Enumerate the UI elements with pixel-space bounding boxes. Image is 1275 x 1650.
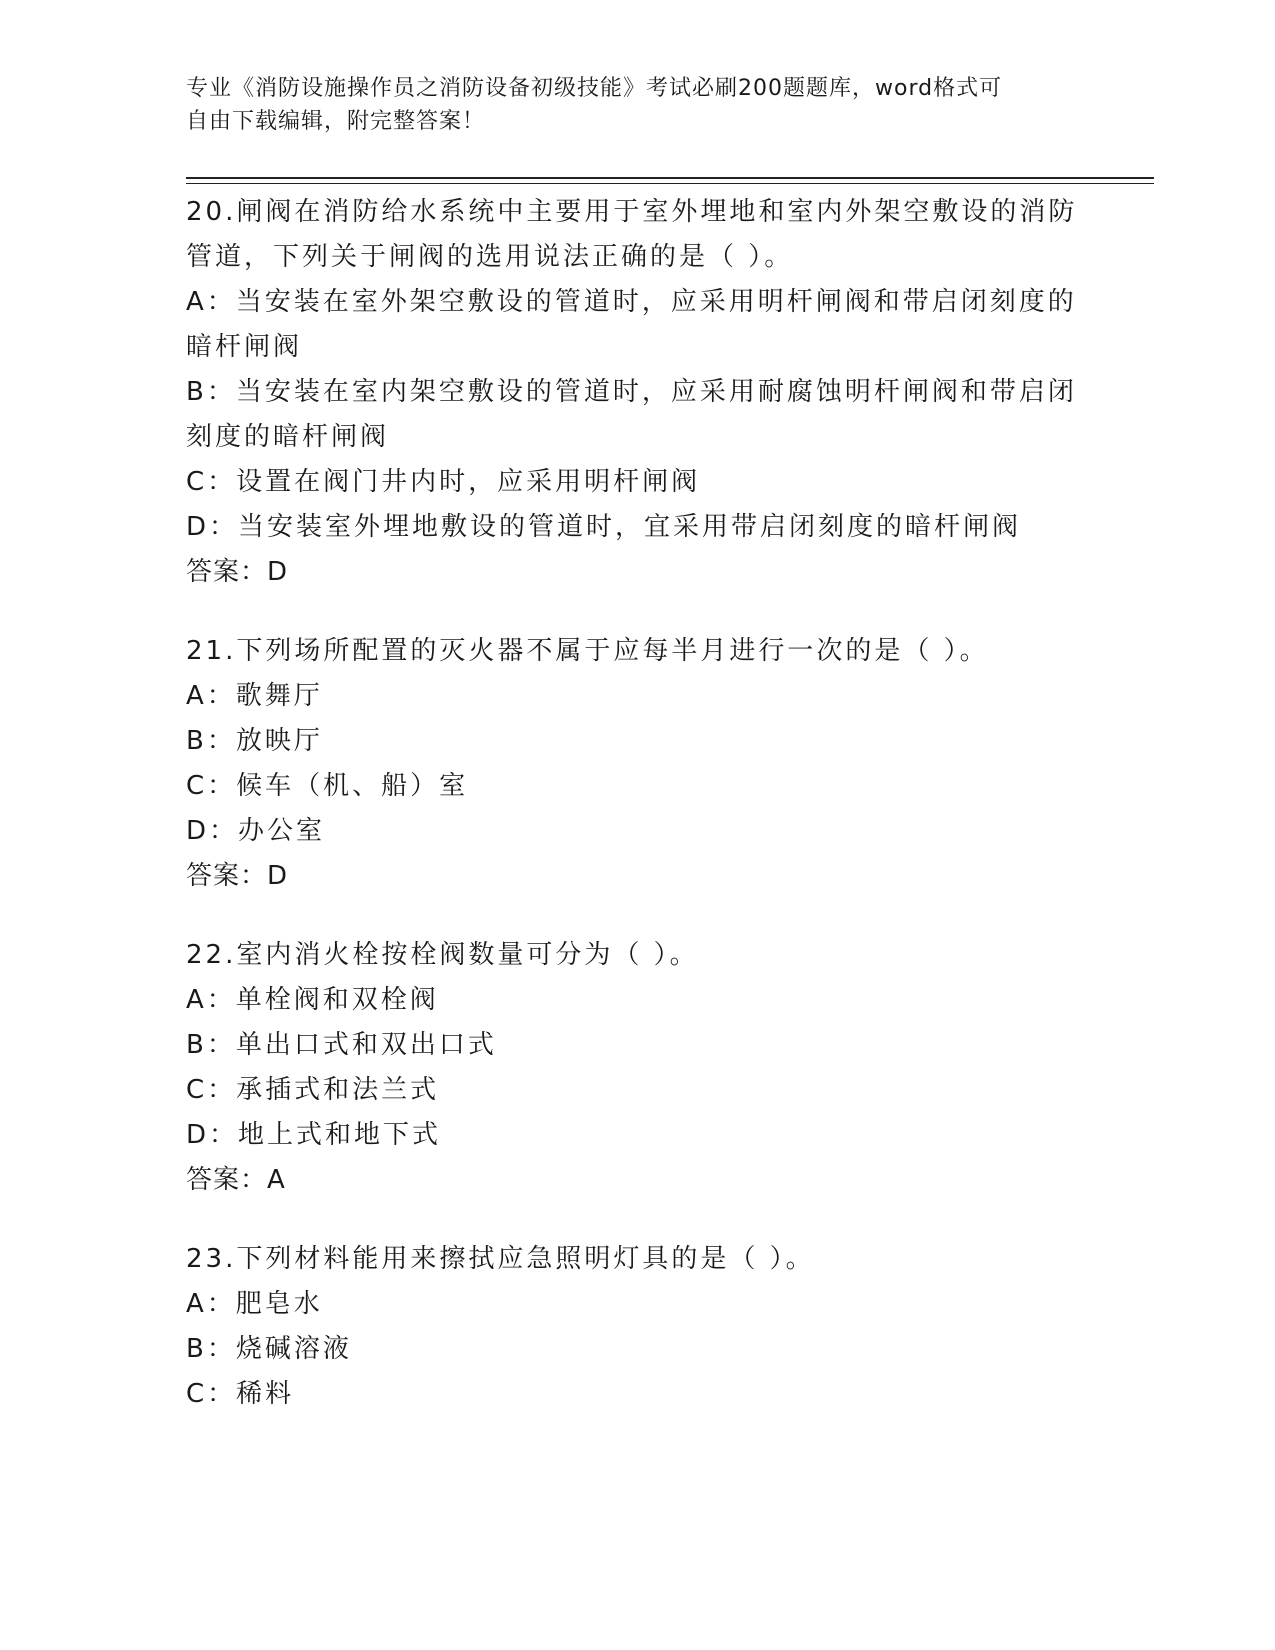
document-header bbox=[186, 72, 1066, 138]
question-stem: 23.下列材料能用来擦拭应急照明灯具的是（ ）。 bbox=[186, 1244, 815, 1274]
option-a: A：当安装在室外架空敷设的管道时，应采用明杆闸阀和带启闭刻度的 bbox=[186, 287, 1077, 317]
option-c: C：承插式和法兰式 bbox=[186, 1075, 440, 1105]
question-list bbox=[186, 190, 1086, 1451]
option-c: C：稀料 bbox=[186, 1379, 295, 1409]
answer: 答案：D bbox=[186, 557, 289, 587]
question-stem-continued: 管道，下列关于闸阀的选用说法正确的是（ ）。 bbox=[186, 242, 794, 272]
option-c: C：候车（机、船）室 bbox=[186, 771, 469, 801]
header-line-2: 自由下载编辑，附完整答案！ bbox=[186, 109, 486, 134]
option-a: A：歌舞厅 bbox=[186, 681, 323, 711]
answer: 答案：A bbox=[186, 1165, 286, 1195]
question-22 bbox=[186, 933, 1086, 1203]
question-21 bbox=[186, 629, 1086, 899]
question-stem: 21.下列场所配置的灭火器不属于应每半月进行一次的是（ ）。 bbox=[186, 636, 989, 666]
option-b: B：放映厅 bbox=[186, 726, 323, 756]
option-c: C：设置在阀门井内时，应采用明杆闸阀 bbox=[186, 467, 701, 497]
option-b: B：当安装在室内架空敷设的管道时，应采用耐腐蚀明杆闸阀和带启闭 bbox=[186, 377, 1077, 407]
option-b-continued: 刻度的暗杆闸阀 bbox=[186, 422, 390, 452]
question-stem: 22.室内消火栓按栓阀数量可分为（ ）。 bbox=[186, 940, 699, 970]
answer: 答案：D bbox=[186, 861, 289, 891]
option-b: B：单出口式和双出口式 bbox=[186, 1030, 497, 1060]
question-23 bbox=[186, 1237, 1086, 1417]
header-divider-thick bbox=[186, 177, 1154, 179]
question-20 bbox=[186, 190, 1086, 595]
header-line-1: 专业《消防设施操作员之消防设备初级技能》考试必刷200题题库，word格式可 bbox=[186, 76, 1003, 101]
option-d: D：地上式和地下式 bbox=[186, 1120, 442, 1150]
option-b: B：烧碱溶液 bbox=[186, 1334, 352, 1364]
option-d: D：当安装室外埋地敷设的管道时，宜采用带启闭刻度的暗杆闸阀 bbox=[186, 512, 1022, 542]
option-a-continued: 暗杆闸阀 bbox=[186, 332, 303, 362]
header-divider-thin bbox=[186, 183, 1154, 184]
option-a: A：肥皂水 bbox=[186, 1289, 323, 1319]
option-a: A：单栓阀和双栓阀 bbox=[186, 985, 439, 1015]
option-d: D：办公室 bbox=[186, 816, 326, 846]
question-stem: 20.闸阀在消防给水系统中主要用于室外埋地和室内外架空敷设的消防 bbox=[186, 197, 1078, 227]
